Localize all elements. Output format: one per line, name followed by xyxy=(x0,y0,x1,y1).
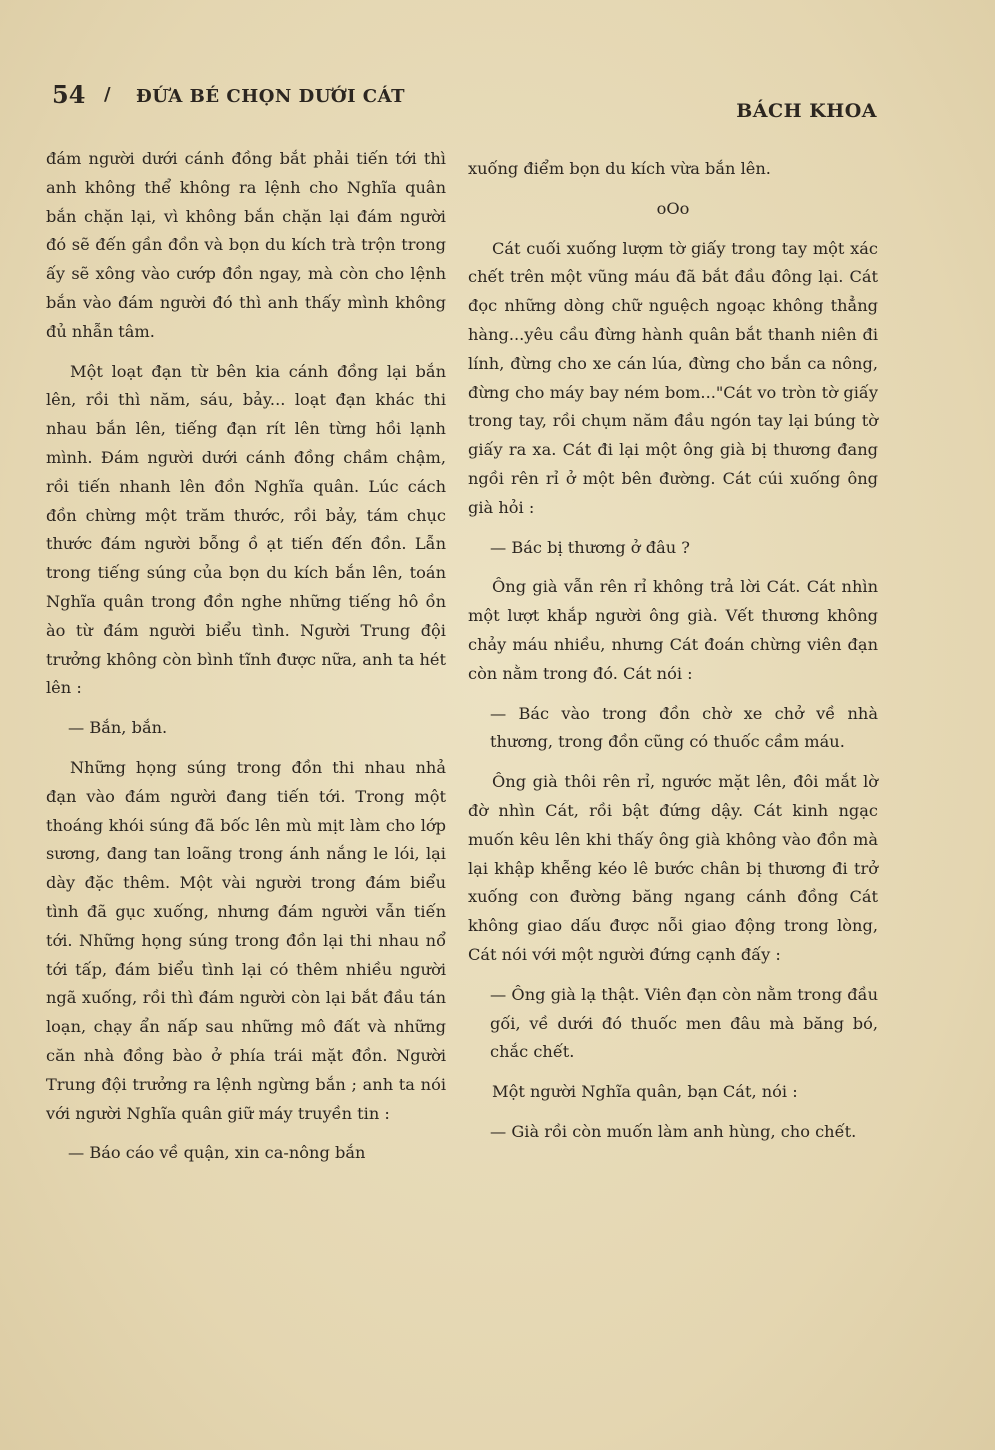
paragraph: Ông già vẫn rên rỉ không trả lời Cát. Cát nhìn một lượt khắp người ông già. Vết thương không chảy máu nhiều, nhưng Cát đoán chừng viên đạn còn nằm trong đó. Cát nói : xyxy=(468,577,878,683)
paragraph: Một người Nghĩa quân, bạn Cát, nói : xyxy=(492,1082,798,1102)
running-title: ĐỨA BÉ CHỌN DƯỚI CÁT xyxy=(136,86,405,107)
dialogue-line: — Báo cáo về quận, xin ca-nông bắn xyxy=(68,1143,366,1163)
section-break: oOo xyxy=(656,198,690,218)
dialogue-line: — Già rồi còn muốn làm anh hùng, cho chết. xyxy=(490,1121,857,1141)
right-column xyxy=(468,155,878,1158)
dialogue-line: — Ông già lạ thật. Viên đạn còn nằm trong đầu gối, về dưới đó thuốc men đâu mà băng bó, chắc chết. xyxy=(490,984,878,1062)
paragraph: đám người dưới cánh đồng bắt phải tiến tới thì anh không thể không ra lệnh cho Nghĩa quân bắn chặn lại, vì không bắn chặn lại đám người đó sẽ đến gần đồn và bọn du kích trà trộn trong ấy sẽ xông vào cướp đồn ngay, mà còn cho lệnh bắn vào đám người đó thì anh thấy mình không đủ nhẫn tâm. xyxy=(46,149,446,341)
left-column xyxy=(46,145,446,1179)
header-separator: / xyxy=(104,84,111,105)
paragraph: xuống điểm bọn du kích vừa bắn lên. xyxy=(468,159,771,178)
dialogue-line: — Bác bị thương ở đâu ? xyxy=(490,537,690,557)
paragraph: Một loạt đạn từ bên kia cánh đồng lại bắn lên, rồi thì năm, sáu, bảy... loạt đạn khác thi nhau bắn lên, tiếng đạn rít lên từng hồi lạnh mình. Đám người dưới cánh đồng chầm chậm, rồi tiến nhanh lên đồn Nghĩa quân. Lúc cách đồn chừng một trăm thước, rồi bảy, tám chục thước đám người bỗng ồ ạt tiến đến đồn. Lẫn trong tiếng súng của bọn du kích bắn lên, toán Nghĩa quân trong đồn nghe những tiếng hô ồn ào từ đám người biểu tình. Người Trung đội trưởng không còn bình tĩnh được nữa, anh ta hét lên : xyxy=(46,361,446,698)
dialogue-line: — Bắn, bắn. xyxy=(68,718,168,738)
page-header xyxy=(52,80,877,124)
paragraph: Cát cuối xuống lượm tờ giấy trong tay một xác chết trên một vũng máu đã bắt đầu đông lại. Cát đọc những dòng chữ nguệch ngoạc không thẳng hàng...yêu cầu đừng hành quân bắt thanh niên đi lính, đừng cho xe cán lúa, đừng cho bắn ca nông, đừng cho máy bay ném bom..."Cát vo tròn tờ giấy trong tay, rồi chụm năm đầu ngón tay lại búng tờ giấy ra xa. Cát đi lại một ông già bị thương đang ngồi rên rỉ ở một bên đường. Cát cúi xuống ông già hỏi : xyxy=(468,238,878,517)
page-number: 54 xyxy=(52,80,86,109)
magazine-name: BÁCH KHOA xyxy=(736,100,877,122)
paragraph: Ông già thôi rên rỉ, ngước mặt lên, đôi mắt lờ đờ nhìn Cát, rồi bật đứng dậy. Cát kinh ngạc muốn kêu lên khi thấy ông già không vào đồn mà lại khập khễng kéo lê bước chân bị thương đi trở xuống con đường băng ngang cánh đồng Cát không giao dấu được nỗi giao động trong lòng, Cát nói với một người đứng cạnh đấy : xyxy=(468,772,878,964)
paragraph: Những họng súng trong đồn thi nhau nhả đạn vào đám người đang tiến tới. Trong một thoáng khói súng đã bốc lên mù mịt làm cho lớp sương, đang tan loãng trong ánh nắng le lói, lại dày đặc thêm. Một vài người trong đám biểu tình đã gục xuống, nhưng đám người vẫn tiến tới. Những họng súng trong đồn lại thi nhau nổ tới tấp, đám biểu tình lại có thêm nhiều người ngã xuống, rồi thì đám người còn lại bắt đầu tán loạn, chạy ẩn nấp sau những mô đất và những căn nhà đồng bào ở phía trái mặt đồn. Người Trung đội trưởng ra lệnh ngừng bắn ; anh ta nói với người Nghĩa quân giữ máy truyền tin : xyxy=(46,757,446,1123)
dialogue-line: — Bác vào trong đồn chờ xe chở về nhà thương, trong đồn cũng có thuốc cầm máu. xyxy=(490,703,878,752)
